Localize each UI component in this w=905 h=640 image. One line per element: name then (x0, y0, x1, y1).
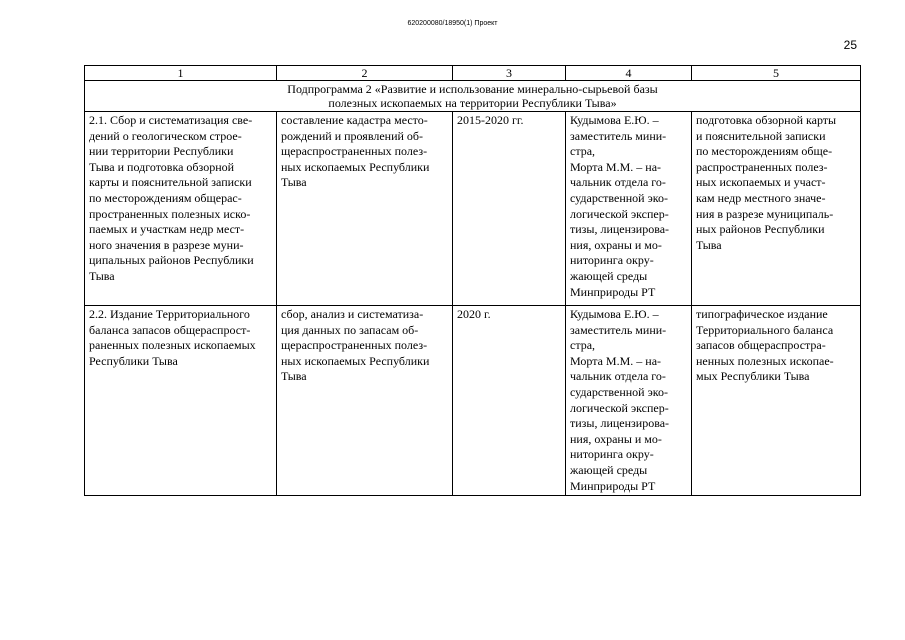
result-cell: типографическое издание Территориального баланса запасов общераспростра- ненных полезных ископае- мых Республики Тыва (692, 306, 861, 496)
responsible-cell: Кудымова Е.Ю. – заместитель мини- стра, Морта М.М. – на- чальник отдела го- сударственной эко- логической экспер- тизы, лицензирова- ния, охраны и мо- ниторинга окру- жающей среды Минприроды РТ (566, 306, 692, 496)
content-cell: сбор, анализ и систематиза- ция данных по запасам об- щераспространенных полез- ных ископаемых Республики Тыва (277, 306, 453, 496)
table-row (85, 306, 861, 496)
subprogram-title: Подпрограмма 2 «Развитие и использование минерально-сырьевой базы полезных ископаемых на территории Республики Тыва» (85, 81, 861, 112)
page-number: 25 (843, 38, 857, 52)
column-number-5: 5 (692, 66, 861, 81)
program-table (84, 65, 861, 496)
column-number-2: 2 (277, 66, 453, 81)
column-number-row (85, 66, 861, 81)
column-number-4: 4 (566, 66, 692, 81)
column-number-1: 1 (85, 66, 277, 81)
activity-cell: 2.1. Сбор и систематизация све- дений о геологическом строе- нии территории Республики Тыва и подготовка обзорной карты и пояснительной записки по месторождениям общерас- пространенных полезных иско- паемых и участкам недр мест- ного значения в разрезе муни- ципальных районов Республики Тыва (85, 112, 277, 306)
subprogram-row (85, 81, 861, 112)
period-cell: 2015-2020 гг. (453, 112, 566, 306)
content-cell: составление кадастра место- рождений и проявлений об- щераспространенных полез- ных ископаемых Республики Тыва (277, 112, 453, 306)
period-cell: 2020 г. (453, 306, 566, 496)
activity-cell: 2.2. Издание Территориального баланса запасов общераспрост- раненных полезных ископаемых Республики Тыва (85, 306, 277, 496)
document-id: 620200080/18950(1) Проект (407, 20, 498, 27)
table-row (85, 112, 861, 306)
responsible-cell: Кудымова Е.Ю. – заместитель мини- стра, Морта М.М. – на- чальник отдела го- сударственной эко- логической экспер- тизы, лицензирова- ния, охраны и мо- ниторинга окру- жающей среды Минприроды РТ (566, 112, 692, 306)
result-cell: подготовка обзорной карты и пояснительной записки по месторождениям обще- распространенных полез- ных ископаемых и участ- кам недр местного значе- ния в разрезе муниципаль- ных районов Республики Тыва (692, 112, 861, 306)
column-number-3: 3 (453, 66, 566, 81)
